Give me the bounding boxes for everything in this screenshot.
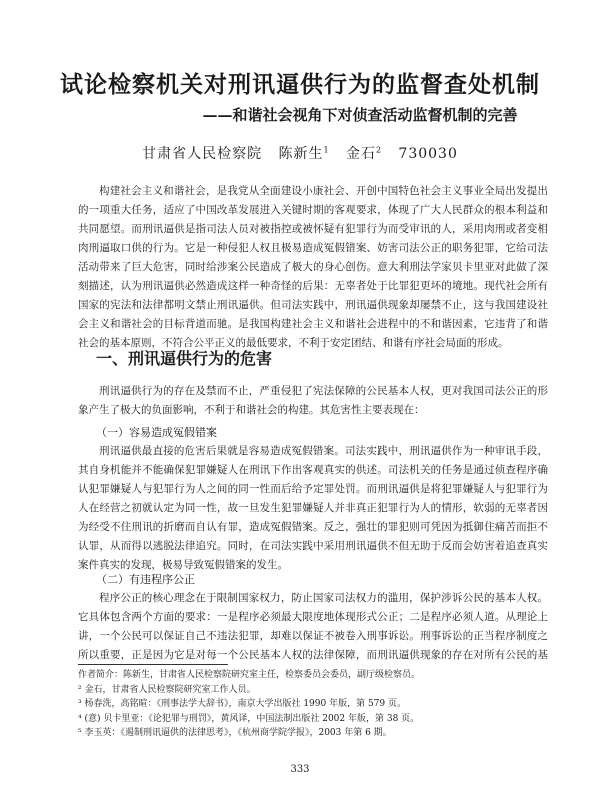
author-affiliation: 甘肃省人民检察院 (142, 146, 263, 162)
footnote: ⁴ (意) 贝卡里亚：《论犯罪与刑罚》，黄风译，中国法制出版社 2002 年版，第 38 页。 (78, 713, 420, 724)
author-name: 陈新生 (278, 146, 324, 162)
postcode: 730030 (398, 146, 458, 162)
author-line (60, 143, 540, 163)
subsection-paragraph: 刑讯逼供最直接的危害后果就是容易造成冤假错案。司法实践中，刑讯逼供作为一种审讯手段，其自身机能并不能确保犯罪嫌疑人在刑讯下作出客观真实的供述。司法机关的任务是通过侦查程序确认犯罪嫌疑人与犯罪行为人之间的同一性而后给予定罪处罚。而刑讯逼供是将犯罪嫌疑人与犯罪行为人在经营之初就认定为同一性，故一旦发生犯罪嫌疑人并非真正犯罪行为人的情形，软弱的无辜者因为经受不住刑讯的折磨而自认有罪，造成冤假错案。反之，强壮的罪犯则可凭因为抵御住痛苦而拒不认罪，从而得以逃脱法律追究。同时，在司法实践中采用刑讯逼供不但无助于反而会妨害着追查真实案件真实的发现，极易导致冤假错案的发生。 (78, 445, 548, 571)
footnote: ² 金石，甘肃省人民检察院研究室工作人员。 (78, 684, 256, 695)
section-lead-paragraph: 刑讯逼供行为的存在及禁而不止，严重侵犯了宪法保障的公民基本人权，更对我国司法公正的形象产生了极大的负面影响，不利于和谐社会的构建。其危害性主要表现在： (78, 385, 548, 416)
footnotes (78, 668, 548, 741)
page-number: 333 (290, 764, 310, 775)
section-heading: 一、刑讯逼供行为的危害 (96, 349, 273, 368)
paper-subtitle: ——和谐社会视角下对侦查活动监督机制的完善 (202, 106, 518, 124)
subsection-paragraph: 程序公正的核心理念在于限制国家权力，防止国家司法权力的滥用，保护涉诉公民的基本人权。它具体包含两个方面的要求：一是程序必须最大限度地体现形式公正；二是程序必须人道。从理论上讲，一个公民可以保证自己不违法犯罪，却难以保证不被卷入刑事诉讼。刑事诉讼的正当程序制度之所以重要，正是因为它是对每一个公民基本人权的法律保障，而刑讯逼供现象的存在对所有公民的基 (78, 592, 548, 661)
subsection-heading: （二）有违程序公正 (96, 573, 195, 586)
footnote-divider (78, 664, 228, 665)
paper-title: 试论检察机关对刑讯逼供行为的监督查处机制 (60, 71, 540, 98)
footnote-mark: 1 (323, 145, 330, 155)
intro-paragraph: 构建社会主义和谐社会，是我党从全面建设小康社会、开创中国特色社会主义事业全局出发提出的一项重大任务，适应了中国改革发展进入关键时期的客观要求，体现了广大人民群众的根本利益和共同愿望。而刑讯逼供是指司法人员对被指控或被怀疑有犯罪行为而受审讯的人，采用肉刑或者变相肉刑逼取口供的行为。它是一种侵犯人权且极易造成冤假错案、妨害司法公正的职务犯罪，它给司法活动带来了巨大危害，同时给涉案公民造成了极大的身心创伤。意大利刑法学家贝卡里亚对此做了深刻描述，认为刑讯逼供必然造成这样一种奇怪的后果：无辜者处于比罪犯更坏的境地。现代社会所有国家的宪法和法律都明文禁止刑讯逼供。但司法实践中，刑讯逼供现象却屡禁不止，这与我国建设社会主义和谐社会的目标背道而驰。是我国构建社会主义和谐社会进程中的不和谐因素，它违背了和谐社会的基本原则，不符合公平正义的最低要求，不利于安定团结、和谐有序社会局面的形成。 (78, 185, 548, 349)
footnote-mark: 2 (375, 145, 383, 155)
subsection-heading: （一）容易造成冤假错案 (96, 426, 217, 439)
footnote: ³ 杨春洗，高铭暄：《刑事法学大辞书》，南京大学出版社 1990 年版，第 579 页。 (78, 699, 406, 709)
footnote: ⁵ 李玉英：《遏制刑讯逼供的法律思考》，《杭州商学院学报》，2003 年第 6 期。 (78, 728, 392, 738)
author-name: 金石 (345, 146, 376, 162)
footnote: 作者简介：陈新生，甘肃省人民检察院研究室主任，检察委员会委员，副厅级检察员。 (78, 670, 421, 680)
